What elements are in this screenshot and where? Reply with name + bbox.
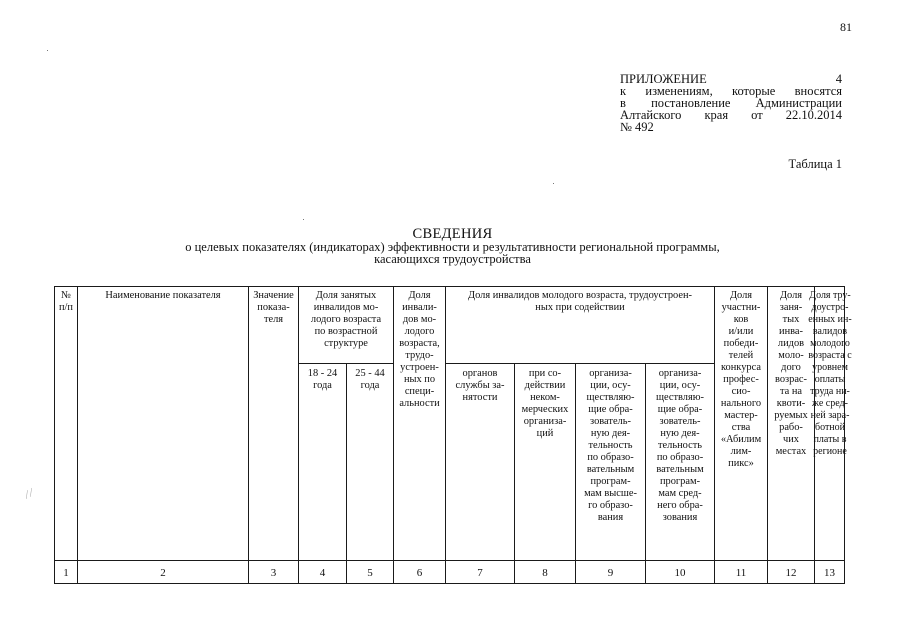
appendix-line: к изменениям, которые вносятся [620,84,842,98]
appendix-line: № 492 [620,120,654,134]
column-number: 8 [542,567,548,579]
column-number: 5 [367,567,373,579]
header-age-structure-group: Доля занятых инвалидов мо- лодого возраста по возрастной структуре [310,290,382,349]
appendix-line: Алтайского края от 22.10.2014 [620,108,842,122]
appendix-title: ПРИЛОЖЕНИЕ 4 [620,72,842,86]
column-number: 9 [607,567,614,579]
document-subtitle: о целевых показателях (индикаторах) эффективности и результативности региональной программы, касающихся трудоустройства [185,240,720,266]
column-number: 4 [319,567,326,579]
header-below-average-wage [808,289,852,458]
table-border-bottom [54,583,845,584]
table-header-bottom [54,560,845,561]
column-number: 7 [477,567,483,579]
column-number: 6 [416,567,423,579]
column-number: 12 [785,567,797,579]
table-subheader-line [445,363,714,364]
header-higher-education: организа- ции, осу- ществляю- щие обра- зователь- ную дея- тельность по образо- вательным програм- мам высше- го образо- вания [584,368,637,523]
header-abilympics: Доля участни- ков и/или победи- телей конкурса профес- сио- нального мастер- ства «Абилим лим- пикс» [720,290,762,469]
scan-mark: ⁄ ⁄ [23,487,35,501]
header-by-specialty: Доля инвали- дов мо- лодого возраста, трудо- устроен- ных по специ- альности [399,290,440,409]
column-number: 2 [160,567,166,579]
appendix-line: в постановление Администрации [620,96,842,110]
table-col-line [248,286,249,584]
header-number: № п/п [58,290,73,313]
header-age-25-44: 25 - 44 года [355,368,385,391]
header-secondary-education: организа- ции, осу- ществляю- щие обра- зователь- ную дея- тельность по образо- вательным програм- мам сред- него обра- зования [656,368,704,523]
table-col-line [346,363,347,584]
page-number: 81 [840,20,852,34]
column-number: 10 [674,567,686,579]
header-value: Значение показа- теля [253,290,294,325]
header-age-18-24: 18 - 24 года [307,368,338,391]
table-col-line [445,286,446,584]
column-number: 1 [63,567,69,579]
table-border-top [54,286,845,287]
header-below-average-wage-text: Доля тру- доустро- енных ин- валидов молодого возраста с уровнем оплаты труда ни- же сред- ней зара- ботной платы в регионе [808,290,852,457]
column-number: 13 [824,567,835,579]
table-col-line [54,286,55,584]
header-nonprofit: при со- действии неком- мерческих организа- ций [521,368,569,439]
header-assistance-group: Доля инвалидов молодого возраста, трудоустроен- ных при содействии [467,290,693,313]
document-title: СВЕДЕНИЯ [412,226,493,242]
header-indicator-name: Наименование показателя [105,290,221,301]
header-employment-service: органов службы за- нятости [455,368,505,403]
column-number: 3 [270,567,277,579]
table-label: Таблица 1 [788,157,842,171]
column-number: 11 [735,567,747,579]
header-quota-jobs: Доля заня- тых инва- лидов моло- дого возрас- та на квоти- руемых рабо- чих местах [774,290,808,457]
table-col-line [77,286,78,584]
